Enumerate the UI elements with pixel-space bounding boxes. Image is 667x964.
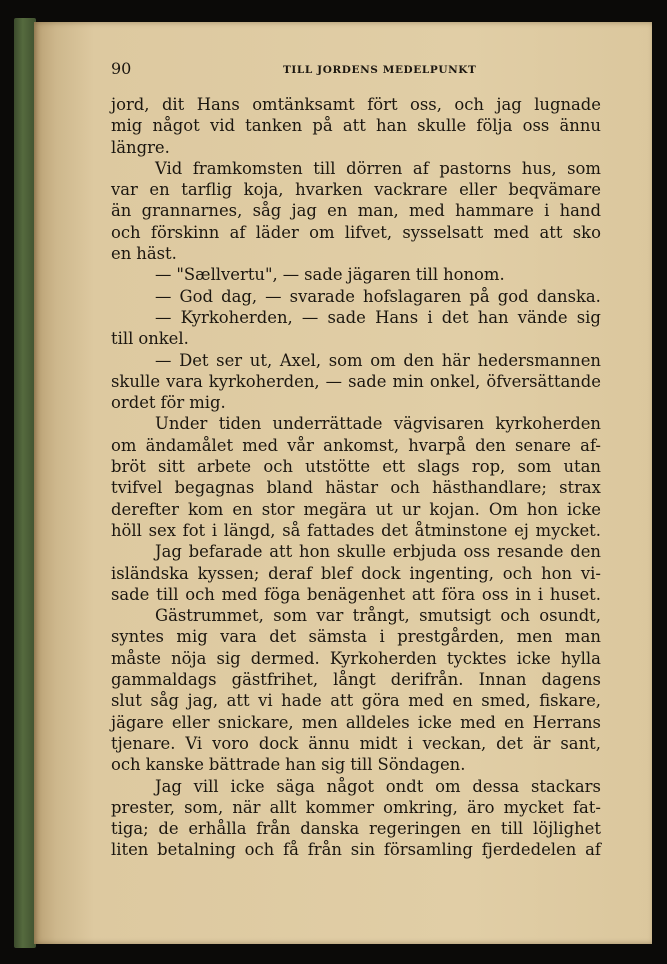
text-line: tjenare. Vi voro dock ännu midt i veckan, det är sant,: [111, 733, 601, 753]
text-line: Gästrummet, som var trångt, smutsigt och osundt,: [155, 606, 601, 626]
text-line: jord, dit Hans omtänksamt fört oss, och jag lugnade: [111, 95, 601, 114]
text-line: längre.: [111, 137, 170, 157]
text-line: mig något vid tanken på att han skulle följa oss ännu: [111, 116, 601, 136]
text-line: Under tiden underrättade vägvisaren kyrkoherden: [155, 414, 601, 434]
text-line: prester, som, när allt kommer omkring, äro mycket fat-: [111, 797, 601, 817]
page-header: [111, 56, 601, 82]
text-line: om ändamålet med vår ankomst, hvarpå den senare af-: [111, 435, 601, 455]
text-line: — God dag, — svarade hofslagaren på god danska.: [155, 286, 601, 306]
text-line: tvifvel begagnas bland hästar och hästhandlare; strax: [111, 478, 601, 498]
text-line: derefter kom en stor megära ut ur kojan. Om hon icke: [111, 499, 601, 519]
body-text: [111, 94, 601, 861]
text-line: syntes mig vara det sämsta i prestgården, men man: [111, 627, 601, 647]
running-title: TILL JORDENS MEDELPUNKT: [283, 64, 477, 76]
text-line: — Det ser ut, Axel, som om den här hedersmannen: [155, 350, 601, 370]
text-line: — Kyrkoherden, — sade Hans i det han vände sig: [155, 307, 601, 327]
text-line: liten betalning och få från sin församling fjerdedelen af: [111, 840, 601, 860]
text-line: bröt sitt arbete och utstötte ett slags rop, som utan: [111, 457, 601, 477]
text-line: och förskinn af läder om lifvet, sysselsatt med att sko: [111, 222, 601, 242]
text-line: höll sex fot i längd, så fattades det åtminstone ej mycket.: [111, 520, 601, 540]
text-line: ordet för mig.: [111, 393, 226, 413]
text-line: Vid framkomsten till dörren af pastorns hus, som: [155, 158, 601, 178]
text-line: slut såg jag, att vi hade att göra med en smed, fiskare,: [111, 691, 601, 711]
text-line: var en tarflig koja, hvarken vackrare eller beqvämare: [111, 180, 601, 200]
text-line: — "Sællvertu", — sade jägaren till honom.: [155, 265, 505, 285]
text-line: än grannarnes, såg jag en man, med hammare i hand: [111, 201, 601, 221]
text-line: en häst.: [111, 244, 177, 264]
text-line: skulle vara kyrkoherden, — sade min onkel, öfversättande: [111, 371, 601, 391]
text-line: och kanske bättrade han sig till Söndagen.: [111, 755, 466, 775]
text-line: till onkel.: [111, 329, 189, 349]
text-line: jägare eller snickare, men alldeles icke med en Herrans: [111, 712, 601, 732]
page-number: 90: [111, 59, 132, 78]
text-line: gammaldags gästfrihet, långt derifrån. Innan dagens: [111, 670, 601, 690]
text-line: isländska kyssen; deraf blef dock ingenting, och hon vi-: [111, 563, 601, 583]
book-spine: [14, 18, 36, 948]
text-line: tiga; de erhålla från danska regeringen en till löjlighet: [111, 819, 601, 839]
text-line: Jag befarade att hon skulle erbjuda oss resande den: [155, 542, 601, 562]
text-line: måste nöja sig dermed. Kyrkoherden tycktes icke hylla: [111, 648, 601, 668]
text-line: Jag vill icke säga något ondt om dessa stackars: [155, 776, 601, 796]
text-line: sade till och med föga benägenhet att föra oss in i huset.: [111, 584, 601, 604]
